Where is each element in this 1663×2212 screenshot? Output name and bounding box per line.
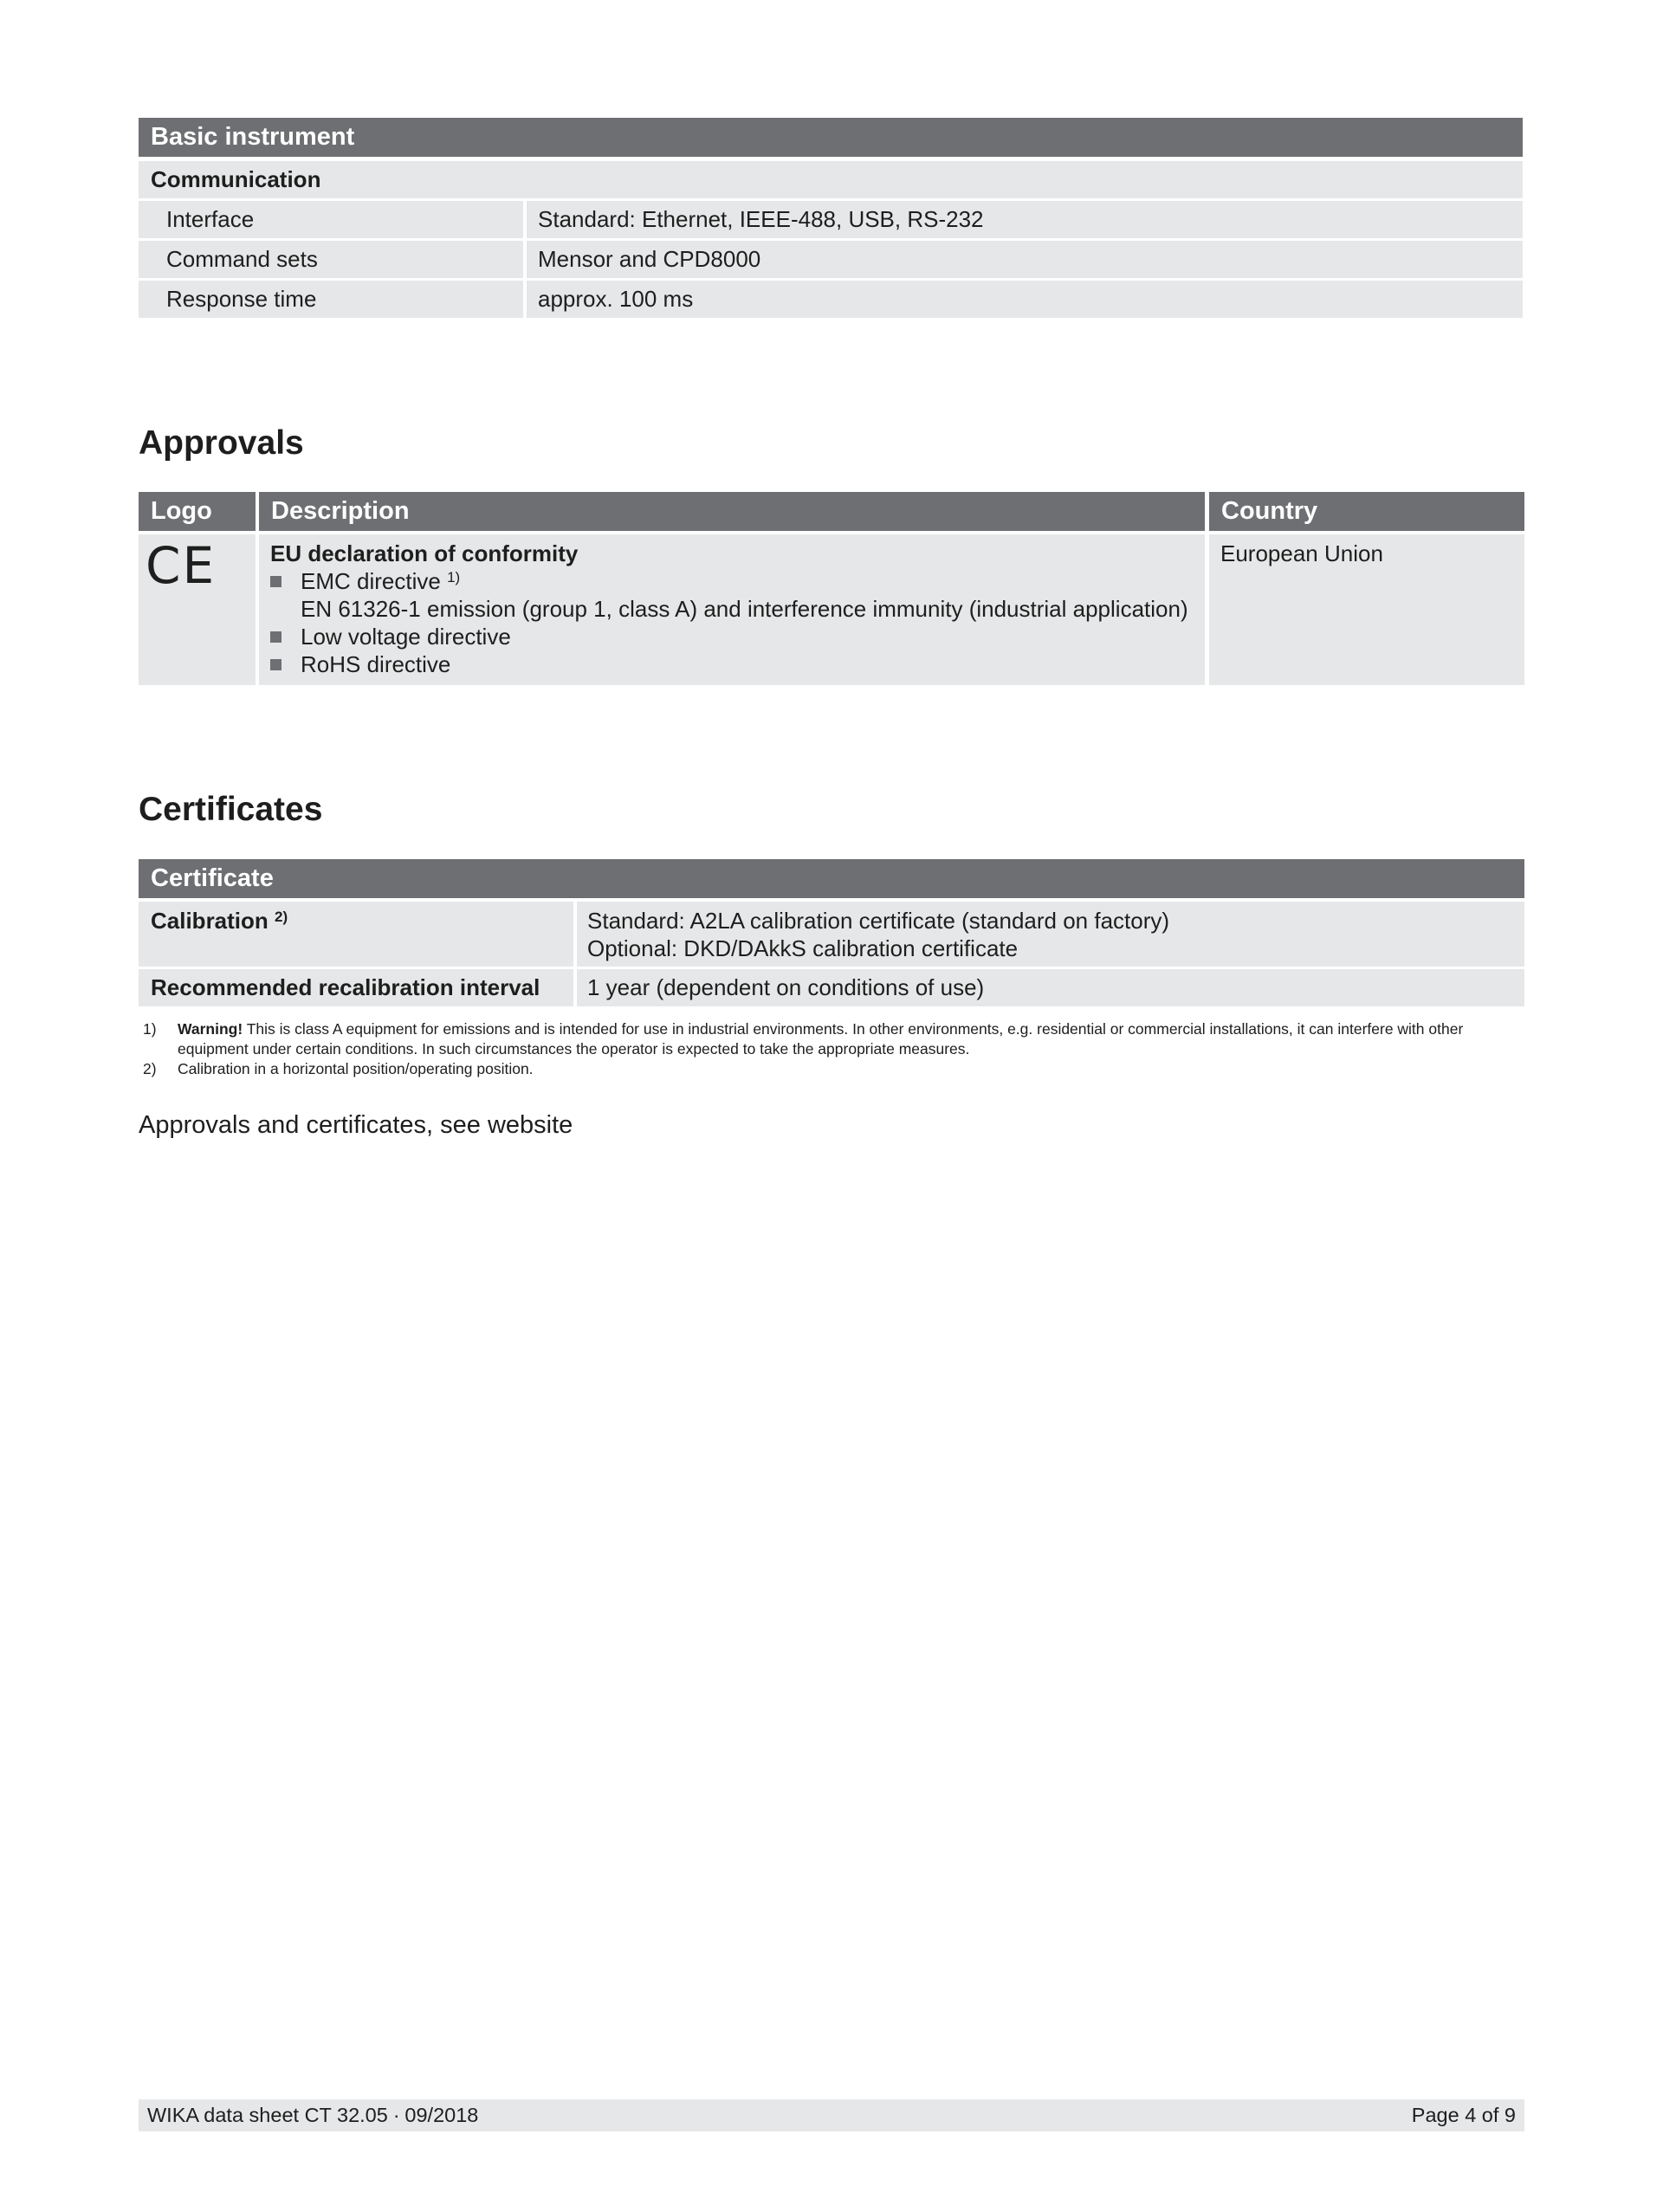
interface-value: Standard: Ethernet, IEEE-488, USB, RS-232: [527, 201, 1523, 238]
calibration-standard: Standard: A2LA calibration certificate (standard on factory): [587, 908, 1170, 934]
approvals-country-cell: [1209, 534, 1524, 685]
communication-section-label: Communication: [139, 161, 1523, 198]
footnote-number: 1): [143, 1020, 157, 1038]
recalibration-interval-value: 1 year (dependent on conditions of use): [577, 969, 1524, 1006]
bullet-square-icon: [270, 659, 281, 670]
ce-mark-icon: CE: [146, 536, 217, 595]
interface-label: Interface: [139, 201, 523, 238]
footnote-number: 2): [143, 1060, 157, 1077]
approvals-heading: Approvals: [139, 424, 304, 462]
command-sets-value: Mensor and CPD8000: [527, 241, 1523, 278]
certificates-heading: Certificates: [139, 791, 323, 828]
footnote-2: [143, 1059, 1511, 1079]
eu-declaration-title: EU declaration of conformity: [270, 540, 579, 566]
list-item: [270, 567, 1205, 595]
page-footer: [139, 2099, 1524, 2131]
response-time-label: Response time: [139, 281, 523, 318]
calibration-label: Calibration $^{2)}$: [139, 902, 573, 967]
rohs-directive-label: RoHS directive: [301, 651, 451, 677]
country-value: European Union: [1220, 540, 1383, 566]
footnote-ref: 2): [275, 909, 288, 925]
list-item: [270, 623, 1205, 650]
calibration-value: [577, 902, 1524, 967]
bullet-square-icon: [270, 631, 281, 643]
response-time-value: approx. 100 ms: [527, 281, 1523, 318]
footnote-text: Warning! This is class A equipment for emissions and is intended for use in industrial environments. In other environments, e.g. residential or commercial installations, it can interfere with other equipment under certain conditions. In such circumstances the operator is expected to take the appropriate measures.: [178, 1020, 1464, 1057]
approvals-description-cell: [259, 534, 1205, 685]
footnote-1: [143, 1019, 1511, 1059]
approvals-col-logo: Logo: [139, 492, 256, 531]
low-voltage-directive-label: Low voltage directive: [301, 624, 511, 650]
see-website-text: Approvals and certificates, see website: [139, 1111, 573, 1139]
footnote-text: Calibration in a horizontal position/operating position.: [178, 1060, 534, 1077]
calibration-optional: Optional: DKD/DAkkS calibration certificate: [587, 935, 1019, 961]
bullet-square-icon: [270, 576, 281, 587]
footer-page-number: Page 4 of 9: [1411, 2104, 1516, 2126]
approvals-logo-cell: [139, 534, 256, 685]
command-sets-label: Command sets: [139, 241, 523, 278]
approvals-col-description: Description: [259, 492, 1205, 531]
emc-directive-label: EMC directive $^{1)}$: [301, 568, 461, 594]
approvals-col-country: Country: [1209, 492, 1524, 531]
emc-directive-detail: EN 61326-1 emission (group 1, class A) and interference immunity (industrial application): [301, 596, 1188, 622]
list-item: [270, 650, 1205, 678]
footnote-ref: 1): [447, 569, 461, 585]
recalibration-interval-label: Recommended recalibration interval: [139, 969, 573, 1006]
certificate-header: Certificate: [139, 859, 1524, 898]
footer-datasheet-ref: WIKA data sheet CT 32.05 ∙ 09/2018: [147, 2104, 479, 2126]
basic-instrument-header: Basic instrument: [139, 118, 1523, 157]
